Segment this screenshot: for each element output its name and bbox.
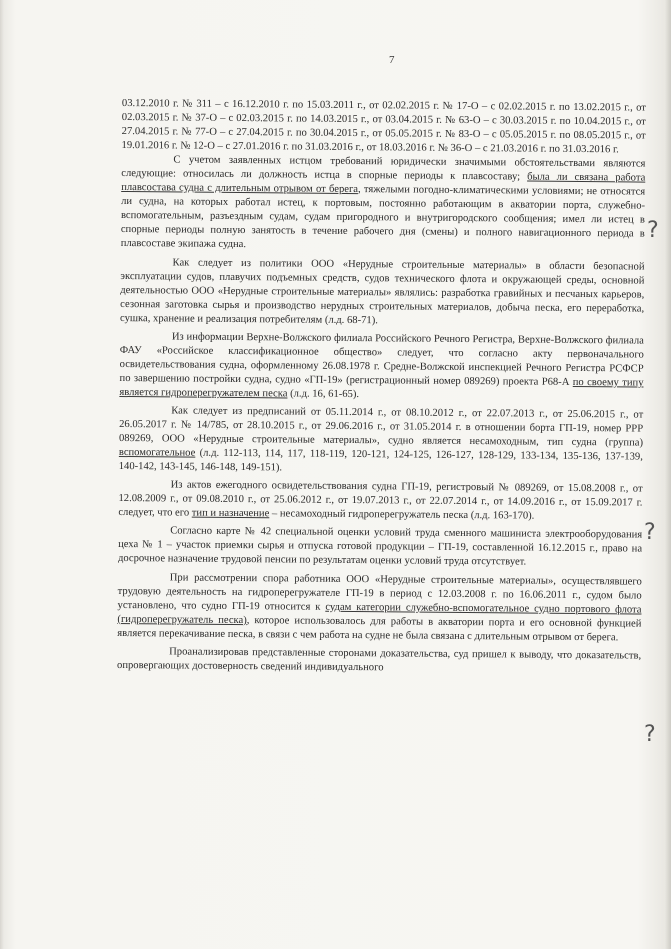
text-run: При рассмотрении спора работника ООО «Нерудные строительные материалы», осуществлявшего трудовую деятельность на гидроперегружателе ГП-19 в период с 12.03.2008 г. по 16.06.2011 г., судом было установлено, что судно ГП-19 относится к [117, 571, 642, 613]
paragraph [118, 478, 642, 525]
document-body [117, 97, 646, 677]
text-run: Как следует из политики ООО «Нерудные строительные материалы» в области безопасной эксплуатации судов, плавучих подъемных средств, судов технического флота и окружающей среды, основной деятельностью ООО «Нерудные строительные материалы» являлись: разработка гравийных и песчаных карьеров, сезонная заготовка сырья и производство нерудных строительных материалов, добыча песка, его переработка, сушка, хранение и реализация потребителям (л.д. 68-71). [120, 256, 645, 326]
paragraph [117, 645, 641, 678]
handwritten-question-mark-icon: ? [647, 218, 659, 243]
text-run: Согласно карте № 42 специальной оценки условий труда сменного машиниста электрооборудования цеха № 1 – участок приемки сырья и отпуска готовой продукции – ГП-19, составленной 16.12.2015 г., право на досрочное назначение трудовой пенсии по результатам оценки условий труда отсутствует. [117, 525, 643, 568]
text-run: (л.д. 112-113, 114, 117, 118-119, 120-121, 124-125, 126-127, 128-129, 133-134, 135-136, 137-139, 140-142, 143-145, 146-148, 149-151). [118, 447, 643, 474]
text-run: Из актов ежегодного освидетельствования судна ГП-19, регистровый № 089269, от 15.08.2008 г., от 12.08.2009 г., от 09.08.2010 г., от 25.06.2012 г., от 19.07.2013 г., от 22.07.2014 г., от 14.09.2016 г., от 15.09.2017 г. следует, что его [118, 479, 643, 519]
underlined-text: вспомогательное [118, 447, 196, 459]
text-run: Как следует из предписаний от 05.11.2014 г., от 08.10.2012 г., от 22.07.2013 г., от 25.06.2015 г., от 26.05.2017 г. № 14/785, от 28.10.2015 г., от 29.06.2016 г., от 31.05.2014 г. в отношении борта ГП-19, номер РРР 089269, ООО «Нерудные строительные материалы», судно является несамоходным, тип судна (группа) [118, 405, 644, 449]
text-run: , которое использовалось для работы в акватории порта и его основной функцией является перекачивание песка, в связи с чем работа на судне не была связана с длительным отрывом от берега. [117, 614, 642, 644]
text-run: С учетом заявленных истцом требований юридически значимыми обстоятельствами являются следующие: относилась ли должность истца в спорные периоды к плавсоставу; [121, 154, 646, 183]
text-run: – несамоходный гидроперегружатель песка (л.д. 163-170). [269, 508, 535, 522]
underlined-text: судам категории служебно-вспомогательное судно портового флота (гидроперегружатель песка) [117, 601, 642, 626]
paragraph [121, 153, 646, 256]
underlined-text: тип и назначение [191, 507, 270, 520]
paragraph [119, 330, 644, 405]
text-run: , тяжелыми погодно-климатическими условиями; не относятся ли судна, на которых работал истец, к портовым, постоянно работающим в акватории порта, служебно-вспомогательным, разъездным судам, судам пригородного и внутригородского сообщения; имел ли истец в спорные периоды полную занятость в течение рабочего дня (смены) и полного навигационного периода в плавсоставе экипажа судна. [120, 184, 646, 251]
text-run: 03.12.2010 г. № 311 – с 16.12.2010 г. по 15.03.2011 г., от 02.02.2015 г. № 17-О – с 02.02.2015 г. по 13.02.2015 г., от 02.03.2015 г. № 37-О – с 02.03.2015 г. по 14.03.2015 г., от 03.04.2015 г. № 63-О – с 30.03.2015 г. по 10.04.2015 г., от 27.04.2015 г. № 77-О – с 27.04.2015 г. по 30.04.2015 г., от 05.05.2015 г. № 83-О – с 05.05.2015 г. по 08.05.2015 г., от 19.01.2016 г. № 12-О – с 27.01.2016 г. по 31.03.2016 г., от 18.03.2016 г. № 36-О – с 21.03.2016 г. по 31.03.2016 г. [121, 97, 646, 156]
text-run: (л.д. 16, 61-65). [287, 388, 360, 401]
scan-edge-shadow [665, 0, 671, 949]
underlined-text: по своему типу является гидроперегружателем песка [119, 376, 644, 400]
paragraph [120, 256, 645, 331]
paragraph [117, 570, 642, 645]
handwritten-question-mark-icon: ? [644, 520, 656, 545]
text-run: Проанализировав представленные сторонами доказательства, суд пришел к выводу, что доказательств, опровергающих достоверность сведений индивидуального [116, 646, 642, 674]
paragraph [119, 404, 644, 479]
handwritten-question-mark-icon: ? [644, 722, 656, 747]
paragraph [122, 97, 646, 158]
paragraph [118, 524, 642, 571]
page-number: 7 [389, 54, 395, 66]
underlined-text: была ли связана работа плавсостава судна с длительным отрывом от берега [121, 171, 646, 196]
text-run: Из информации Верхне-Волжского филиала Российского Речного Регистра, Верхне-Волжского филиала ФАУ «Российское классификационное общество» следует, что согласно акту первоначального освидетельствования судна, оформленному 26.08.1978 г. Средне-Волжской инспекцией Речного Регистра РСФСР по завершению постройки судна, судно «ГП-19» (регистрационный номер 089269) проекта Р68-А [119, 331, 644, 388]
